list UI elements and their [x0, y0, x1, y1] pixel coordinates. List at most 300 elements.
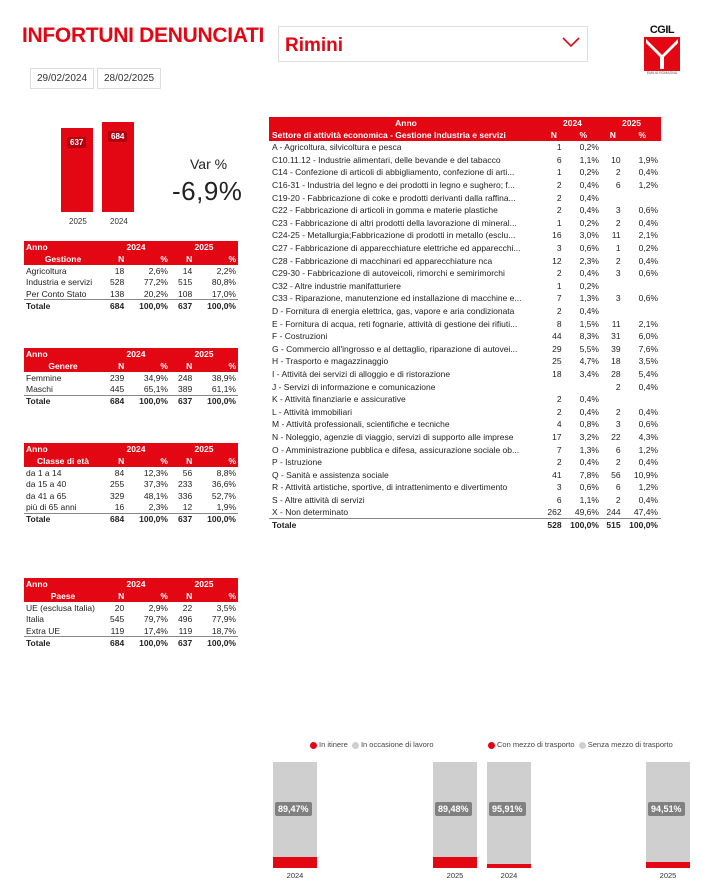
table-cell: 119	[110, 625, 125, 636]
table-row	[269, 204, 661, 217]
table-row	[269, 229, 661, 242]
table-cell: Maschi	[26, 384, 53, 394]
table-cell: 2	[556, 192, 562, 203]
table-cell: Totale	[24, 637, 102, 649]
table-row	[269, 280, 661, 293]
bar-category-label: 2025	[659, 871, 677, 880]
table-cell: 2	[615, 217, 621, 228]
stacked-bar-2-2025[interactable]	[646, 762, 690, 868]
table-cell: 329	[110, 490, 125, 501]
table-cell: 12	[552, 255, 562, 266]
table-cell: 7	[556, 293, 562, 304]
head-n: N	[102, 455, 126, 467]
table-cell: 25	[552, 356, 562, 367]
table-cell: 77,2%	[143, 277, 168, 288]
table-cell: 12,3%	[143, 467, 168, 478]
table-cell: 4,7%	[579, 356, 599, 367]
head-pct: %	[126, 253, 170, 265]
table-settori	[269, 117, 661, 531]
table-cell: 7	[556, 444, 562, 455]
head-pct: %	[624, 129, 661, 141]
table-cell: Extra UE	[26, 625, 61, 636]
head-anno: Anno	[24, 578, 102, 590]
table-cell: 49,6%	[574, 507, 599, 518]
table-cell: 515	[178, 277, 193, 288]
table-cell: 1	[556, 167, 562, 178]
table-cell	[602, 191, 624, 204]
table-cell	[543, 380, 565, 393]
head-label: Gestione	[24, 253, 102, 265]
table-row	[269, 468, 661, 481]
table-cell: 0,4%	[638, 457, 658, 468]
table-cell: 2,9%	[148, 602, 168, 613]
table-cell: K - Attività finanziarie e assicurative	[272, 394, 406, 405]
table-row	[269, 292, 661, 305]
table-cell: M - Attività professionali, scientifiche e tecniche	[272, 419, 450, 430]
head-label: Genere	[24, 360, 102, 372]
table-cell: Q - Sanità e assistenza sociale	[272, 469, 389, 480]
table-cell: 18,7%	[211, 625, 236, 636]
legend-item-senza-mezzo: Senza mezzo di trasporto	[579, 740, 673, 749]
table-eta	[24, 443, 238, 525]
table-cell: 38,9%	[211, 372, 236, 383]
bar-value-label: 637	[67, 137, 86, 148]
table-cell: 2	[556, 406, 562, 417]
table-cell: 0,2%	[638, 243, 658, 254]
head-n: N	[170, 253, 194, 265]
table-cell: C33 - Riparazione, manutenzione ed installazione di macchine e...	[272, 293, 522, 304]
table-cell	[624, 191, 661, 204]
head-year-2024: 2024	[102, 348, 170, 360]
bar-percent-label: 89,47%	[275, 802, 312, 816]
table-cell	[624, 141, 661, 154]
table-cell: 100,0%	[194, 513, 238, 525]
table-cell: 18	[611, 356, 621, 367]
table-cell: Totale	[269, 519, 543, 532]
table-cell: 6	[556, 494, 562, 505]
table-cell: 1	[556, 280, 562, 291]
table-row	[269, 380, 661, 393]
table-gestione	[24, 241, 238, 311]
table-cell: 36,6%	[211, 479, 236, 490]
date-from-field[interactable]: 29/02/2024	[30, 68, 94, 89]
table-cell: 1,5%	[579, 318, 599, 329]
table-cell: 28	[611, 368, 621, 379]
table-cell: 100,0%	[194, 300, 238, 312]
table-cell: 3	[615, 268, 621, 279]
table-cell: da 1 a 14	[26, 467, 62, 478]
table-cell: 0,4%	[579, 306, 599, 317]
table-row	[269, 317, 661, 330]
table-cell: Totale	[24, 395, 102, 407]
table-cell: 336	[178, 490, 193, 501]
table-cell: 684	[102, 395, 126, 407]
table-cell: 0,4%	[579, 268, 599, 279]
table-row	[269, 179, 661, 192]
table-row	[269, 343, 661, 356]
table-cell: C29-30 - Fabbricazione di autoveicoli, rimorchi e semirimorchi	[272, 268, 505, 279]
table-cell: 545	[110, 614, 125, 625]
table-row	[269, 267, 661, 280]
table-cell: 80,8%	[211, 277, 236, 288]
table-cell: UE (esclusa Italia)	[26, 602, 95, 613]
table-cell: 1,3%	[579, 293, 599, 304]
table-cell: A - Agricoltura, silvicoltura e pesca	[272, 142, 402, 153]
table-row	[24, 467, 238, 479]
table-cell: 2	[556, 205, 562, 216]
table-cell: 8,8%	[216, 467, 236, 478]
table-cell: 61,1%	[211, 384, 236, 394]
segment-in-itinere[interactable]	[273, 857, 317, 868]
table-row	[269, 141, 661, 154]
table-cell: 3	[556, 243, 562, 254]
table-cell: G - Commercio all'ingrosso e al dettaglio, riparazione di autovei...	[272, 343, 518, 354]
table-row	[24, 490, 238, 502]
table-cell: 7,6%	[638, 343, 658, 354]
head-pct: %	[126, 360, 170, 372]
table-cell	[602, 141, 624, 154]
table-cell: 100,0%	[126, 300, 170, 312]
table-cell: 29	[552, 343, 562, 354]
table-cell: 10,9%	[633, 469, 658, 480]
table-row	[269, 481, 661, 494]
table-cell: 445	[110, 384, 125, 394]
table-cell: 5,4%	[638, 368, 658, 379]
table-cell: 2	[615, 494, 621, 505]
table-cell: C16-31 - Industria del legno e dei prodotti in legno e sughero; f...	[272, 180, 515, 191]
table-row	[24, 479, 238, 491]
segment-con-mezzo-di-trasporto[interactable]	[646, 862, 690, 868]
table-cell: più di 65 anni	[26, 502, 77, 512]
table-cell: 3,2%	[579, 431, 599, 442]
table-genere	[24, 348, 238, 407]
table-row	[269, 443, 661, 456]
legend-item-con-mezzo: Con mezzo di trasporto	[488, 740, 575, 749]
table-row	[24, 288, 238, 300]
table-cell: O - Amministrazione pubblica e difesa, assicurazione sociale ob...	[272, 444, 520, 455]
table-cell: 6	[615, 180, 621, 191]
table-cell: 8	[556, 318, 562, 329]
head-n: N	[102, 590, 126, 602]
table-total-row	[269, 519, 661, 532]
table-cell: X - Non determinato	[272, 507, 349, 518]
table-cell: C28 - Fabbricazione di macchinari ed apparecchiature nca	[272, 255, 493, 266]
table-cell: I - Attività dei servizi di alloggio e di ristorazione	[272, 368, 451, 379]
head-year-2025: 2025	[170, 348, 238, 360]
table-cell: Totale	[24, 513, 102, 525]
table-cell: 0,2%	[579, 167, 599, 178]
table-cell: 1	[615, 243, 621, 254]
table-cell: 2	[615, 167, 621, 178]
table-cell: 5,5%	[579, 343, 599, 354]
table-cell: 31	[611, 331, 621, 342]
table-cell: 0,2%	[579, 280, 599, 291]
table-cell: 0,4%	[638, 217, 658, 228]
table-cell: 0,6%	[638, 268, 658, 279]
bar-category-label: 2025	[69, 217, 87, 226]
table-cell: Industria e servizi	[26, 277, 93, 288]
date-to-field[interactable]: 28/02/2025	[97, 68, 161, 89]
head-anno: Anno	[24, 443, 102, 455]
table-cell: 100,0%	[624, 519, 661, 532]
table-cell: 262	[547, 507, 562, 518]
table-cell: 100,0%	[126, 513, 170, 525]
table-row	[24, 502, 238, 514]
table-cell: 2	[615, 381, 621, 392]
table-cell	[602, 305, 624, 318]
table-cell: 0,6%	[579, 243, 599, 254]
table-cell: 528	[110, 277, 125, 288]
var-label: Var %	[190, 156, 228, 172]
table-cell: 100,0%	[565, 519, 602, 532]
table-cell: L - Attività immobiliari	[272, 406, 352, 417]
table-cell: 0,4%	[579, 457, 599, 468]
table-cell: 18	[114, 265, 125, 276]
table-cell: 2	[556, 180, 562, 191]
table-cell: 4,3%	[638, 431, 658, 442]
bar-category-label: 2025	[446, 871, 464, 880]
table-cell: 17	[552, 431, 562, 442]
bar-percent-label: 94,51%	[648, 802, 685, 816]
table-cell: 56	[182, 467, 193, 478]
table-row	[269, 494, 661, 507]
table-cell: 41	[552, 469, 562, 480]
legend-mezzo	[488, 740, 673, 749]
table-cell: 2	[615, 255, 621, 266]
head-n: N	[602, 129, 624, 141]
head-year-2024: 2024	[543, 117, 602, 129]
region-selected-value: Rimini	[285, 35, 344, 56]
table-cell: 0,2%	[579, 142, 599, 153]
table-cell: 100,0%	[194, 395, 238, 407]
table-cell: 108	[178, 288, 193, 299]
table-cell: 0,6%	[579, 482, 599, 493]
table-cell: 637	[170, 300, 194, 312]
table-cell: 65,1%	[143, 384, 168, 394]
table-cell: 2,2%	[216, 265, 236, 276]
table-cell: 2	[615, 457, 621, 468]
legend-item-lavoro: In occasione di lavoro	[352, 740, 434, 749]
table-cell: 239	[110, 372, 125, 383]
table-cell	[624, 305, 661, 318]
table-row	[269, 418, 661, 431]
table-row	[269, 368, 661, 381]
table-cell: 3,5%	[638, 356, 658, 367]
table-cell: 18	[552, 368, 562, 379]
region-select[interactable]	[278, 26, 588, 62]
bar-value-label: 684	[108, 131, 127, 142]
table-row	[269, 506, 661, 519]
table-cell: 1,2%	[638, 444, 658, 455]
table-cell: Femmine	[26, 372, 62, 383]
stacked-bar-2-2024[interactable]	[487, 762, 531, 868]
table-cell: 1,3%	[579, 444, 599, 455]
page-title: INFORTUNI DENUNCIATI	[22, 24, 265, 47]
table-cell: 100,0%	[194, 637, 238, 649]
table-cell: 528	[543, 519, 565, 532]
legend-itinere	[310, 740, 434, 749]
table-cell: 4	[556, 419, 562, 430]
table-row	[269, 191, 661, 204]
table-cell: 3,0%	[579, 230, 599, 241]
table-cell: D - Fornitura di energia elettrica, gas, vapore e aria condizionata	[272, 306, 515, 317]
head-pct: %	[194, 455, 238, 467]
bar-category-label: 2024	[286, 871, 304, 880]
table-cell: 0,4%	[638, 167, 658, 178]
table-cell: 0,4%	[638, 406, 658, 417]
table-cell: 637	[170, 637, 194, 649]
table-cell: 3	[556, 482, 562, 493]
head-pct: %	[565, 129, 602, 141]
table-cell: 10	[611, 154, 621, 165]
table-cell: 0,6%	[638, 293, 658, 304]
table-cell	[624, 280, 661, 293]
table-cell: 3,4%	[579, 368, 599, 379]
chevron-down-icon	[561, 35, 581, 54]
bar-category-label: 2024	[110, 217, 128, 226]
table-cell: 138	[110, 288, 125, 299]
table-cell: 248	[178, 372, 193, 383]
table-cell: C19-20 - Fabbricazione di coke e prodotti derivanti dalla raffina...	[272, 192, 516, 203]
table-cell: 1,2%	[638, 482, 658, 493]
table-cell: 1	[556, 142, 562, 153]
head-settore: Settore di attività economica - Gestione Industria e servizi	[269, 129, 543, 141]
table-cell: 637	[170, 395, 194, 407]
head-year-2025: 2025	[170, 241, 238, 253]
head-pct: %	[194, 360, 238, 372]
table-cell: 0,4%	[638, 494, 658, 505]
table-cell: 84	[114, 467, 125, 478]
table-total-row	[24, 395, 238, 407]
table-cell: 255	[110, 479, 125, 490]
table-cell: 39	[611, 343, 621, 354]
head-pct: %	[126, 455, 170, 467]
table-cell: 2,6%	[148, 265, 168, 276]
table-row	[269, 330, 661, 343]
head-year-2024: 2024	[102, 443, 170, 455]
table-cell: S - Altre attività di servizi	[272, 494, 365, 505]
table-cell: 6	[615, 444, 621, 455]
head-year-2025: 2025	[602, 117, 661, 129]
table-cell: 637	[170, 513, 194, 525]
table-cell: 3	[615, 419, 621, 430]
table-cell: 37,3%	[143, 479, 168, 490]
table-row	[269, 305, 661, 318]
legend-item-itinere: In itinere	[310, 740, 348, 749]
head-anno: Anno	[24, 241, 102, 253]
table-cell: 44	[552, 331, 562, 342]
segment-con-mezzo-di-trasporto[interactable]	[487, 864, 531, 868]
table-cell: 6	[615, 482, 621, 493]
head-year-2025: 2025	[170, 443, 238, 455]
table-cell: 22	[182, 602, 193, 613]
table-cell	[565, 380, 602, 393]
table-cell: 3,5%	[216, 602, 236, 613]
table-cell: 389	[178, 384, 193, 394]
table-cell: 7,8%	[579, 469, 599, 480]
table-total-row	[24, 637, 238, 649]
table-cell: 0,2%	[579, 217, 599, 228]
table-cell: C27 - Fabbricazione di apparecchiature elettriche ed apparecchi...	[272, 243, 521, 254]
bar-category-label: 2024	[500, 871, 518, 880]
table-cell: 2	[556, 306, 562, 317]
table-cell: 2,1%	[638, 318, 658, 329]
table-cell: N - Noleggio, agenzie di viaggio, servizi di supporto alle imprese	[272, 431, 514, 442]
table-cell: 52,7%	[211, 490, 236, 501]
segment-in-itinere[interactable]	[433, 857, 477, 868]
table-row	[24, 602, 238, 614]
table-cell	[602, 280, 624, 293]
table-cell: C32 - Altre industrie manifatturiere	[272, 280, 401, 291]
table-cell: 1	[556, 217, 562, 228]
table-cell: 2,1%	[638, 230, 658, 241]
head-n: N	[543, 129, 565, 141]
var-value: -6,9%	[172, 176, 243, 206]
table-cell: P - Istruzione	[272, 457, 322, 468]
table-row	[24, 277, 238, 289]
cgil-logo: CGIL EMILIA ROMAGNA	[644, 24, 680, 78]
table-cell: 12	[182, 502, 193, 512]
table-cell: 233	[178, 479, 193, 490]
table-cell: 17,0%	[211, 288, 236, 299]
table-cell: C14 - Confezione di articoli di abbigliamento, confezione di arti...	[272, 167, 515, 178]
table-cell: 3	[615, 293, 621, 304]
table-cell: C24-25 - Metallurgia;Fabbricazione di prodotti in metallo (esclu...	[272, 230, 516, 241]
table-row	[269, 355, 661, 368]
table-cell: 0,4%	[579, 406, 599, 417]
stacked-bar-1-2025[interactable]	[433, 762, 477, 868]
table-row	[269, 405, 661, 418]
head-n: N	[102, 253, 126, 265]
table-cell: 11	[611, 230, 621, 241]
stacked-bar-1-2024[interactable]	[273, 762, 317, 868]
table-cell: Per Conto Stato	[26, 288, 87, 299]
table-cell: 244	[606, 507, 621, 518]
head-n: N	[102, 360, 126, 372]
head-label: Classe di età	[24, 455, 102, 467]
table-cell: 48,1%	[143, 490, 168, 501]
head-n: N	[170, 590, 194, 602]
table-cell	[602, 393, 624, 406]
head-year-2024: 2024	[102, 241, 170, 253]
table-cell: 8,3%	[579, 331, 599, 342]
table-cell: Italia	[26, 614, 44, 625]
table-cell: 100,0%	[126, 395, 170, 407]
table-cell: 0,4%	[579, 192, 599, 203]
table-cell: 1,1%	[579, 154, 599, 165]
table-cell: 0,6%	[638, 205, 658, 216]
table-cell: da 15 a 40	[26, 479, 67, 490]
table-cell: 2	[556, 268, 562, 279]
table-row	[24, 265, 238, 277]
table-cell: Agricoltura	[26, 265, 67, 276]
table-cell: 2,3%	[579, 255, 599, 266]
table-cell: 56	[611, 469, 621, 480]
table-total-row	[24, 513, 238, 525]
table-row	[24, 372, 238, 384]
table-cell: 0,4%	[579, 394, 599, 405]
head-year-2024: 2024	[102, 578, 170, 590]
table-cell: 2,3%	[148, 502, 168, 512]
table-cell: R - Attività artistiche, sportive, di intrattenimento e divertimento	[272, 482, 508, 493]
head-anno: Anno	[24, 348, 102, 360]
table-cell: 100,0%	[126, 637, 170, 649]
table-cell: 2	[556, 457, 562, 468]
head-pct: %	[194, 253, 238, 265]
table-cell: 16	[552, 230, 562, 241]
table-cell: 1,2%	[638, 180, 658, 191]
table-cell: 119	[178, 625, 193, 636]
